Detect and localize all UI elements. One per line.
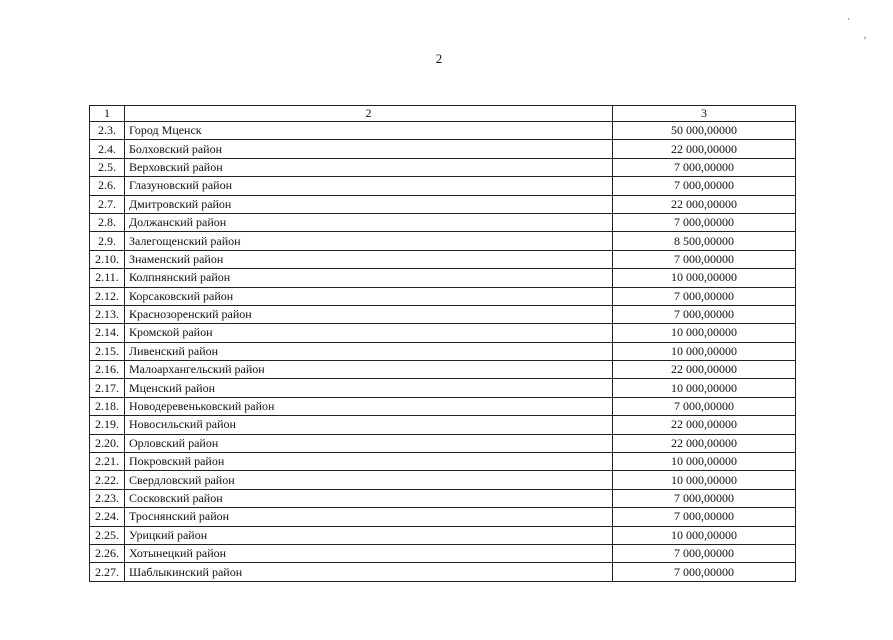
district-name-cell: Город Мценск	[125, 122, 613, 140]
table-row	[90, 508, 796, 526]
district-name-cell: Болховский район	[125, 140, 613, 158]
row-number-cell: 2.15.	[90, 342, 125, 360]
table-row	[90, 269, 796, 287]
row-number-cell: 2.14.	[90, 324, 125, 342]
table-row	[90, 434, 796, 452]
row-number-cell: 2.6.	[90, 177, 125, 195]
table-row	[90, 287, 796, 305]
row-number-cell: 2.27.	[90, 563, 125, 581]
district-name-cell: Корсаковский район	[125, 287, 613, 305]
row-number-cell: 2.3.	[90, 122, 125, 140]
table-row	[90, 122, 796, 140]
row-number-cell: 2.23.	[90, 489, 125, 507]
amount-cell: 22 000,00000	[613, 434, 796, 452]
district-name-cell: Урицкий район	[125, 526, 613, 544]
header-cell-3: 3	[613, 106, 796, 122]
row-number-cell: 2.19.	[90, 416, 125, 434]
amount-cell: 7 000,00000	[613, 489, 796, 507]
district-name-cell: Верховский район	[125, 158, 613, 176]
district-name-cell: Сосковский район	[125, 489, 613, 507]
table-row	[90, 195, 796, 213]
amount-cell: 7 000,00000	[613, 305, 796, 323]
table-row	[90, 471, 796, 489]
amount-cell: 7 000,00000	[613, 213, 796, 231]
amount-cell: 22 000,00000	[613, 416, 796, 434]
table-row	[90, 361, 796, 379]
page-number: 2	[435, 51, 443, 66]
row-number-cell: 2.7.	[90, 195, 125, 213]
row-number-cell: 2.17.	[90, 379, 125, 397]
district-name-cell: Мценский район	[125, 379, 613, 397]
row-number-cell: 2.13.	[90, 305, 125, 323]
table-row	[90, 544, 796, 562]
district-name-cell: Хотынецкий район	[125, 544, 613, 562]
district-name-cell: Покровский район	[125, 453, 613, 471]
district-name-cell: Свердловский район	[125, 471, 613, 489]
district-name-cell: Малоархангельский район	[125, 361, 613, 379]
row-number-cell: 2.21.	[90, 453, 125, 471]
district-name-cell: Залегощенский район	[125, 232, 613, 250]
row-number-cell: 2.24.	[90, 508, 125, 526]
amount-cell: 7 000,00000	[613, 563, 796, 581]
district-name-cell: Дмитровский район	[125, 195, 613, 213]
row-number-cell: 2.9.	[90, 232, 125, 250]
amount-cell: 7 000,00000	[613, 177, 796, 195]
district-name-cell: Краснозоренский район	[125, 305, 613, 323]
amount-cell: 10 000,00000	[613, 526, 796, 544]
row-number-cell: 2.18.	[90, 397, 125, 415]
amount-cell: 7 000,00000	[613, 158, 796, 176]
district-name-cell: Новосильский район	[125, 416, 613, 434]
table-row	[90, 140, 796, 158]
row-number-cell: 2.16.	[90, 361, 125, 379]
row-number-cell: 2.26.	[90, 544, 125, 562]
district-name-cell: Кромской район	[125, 324, 613, 342]
amount-cell: 7 000,00000	[613, 250, 796, 268]
amount-cell: 10 000,00000	[613, 324, 796, 342]
district-name-cell: Орловский район	[125, 434, 613, 452]
district-name-cell: Глазуновский район	[125, 177, 613, 195]
district-name-cell: Троснянский район	[125, 508, 613, 526]
amount-cell: 8 500,00000	[613, 232, 796, 250]
amount-cell: 22 000,00000	[613, 361, 796, 379]
table-row	[90, 177, 796, 195]
scan-mark: ,	[864, 30, 867, 40]
district-name-cell: Ливенский район	[125, 342, 613, 360]
district-name-cell: Новодеревеньковский район	[125, 397, 613, 415]
row-number-cell: 2.12.	[90, 287, 125, 305]
row-number-cell: 2.11.	[90, 269, 125, 287]
row-number-cell: 2.22.	[90, 471, 125, 489]
district-name-cell: Шаблыкинский район	[125, 563, 613, 581]
table-row	[90, 158, 796, 176]
amount-cell: 7 000,00000	[613, 508, 796, 526]
table-row	[90, 489, 796, 507]
row-number-cell: 2.10.	[90, 250, 125, 268]
table-row	[90, 305, 796, 323]
row-number-cell: 2.5.	[90, 158, 125, 176]
row-number-cell: 2.4.	[90, 140, 125, 158]
district-name-cell: Знаменский район	[125, 250, 613, 268]
table-row	[90, 453, 796, 471]
amount-cell: 22 000,00000	[613, 140, 796, 158]
table-row	[90, 379, 796, 397]
table-header-row	[90, 106, 796, 122]
amount-cell: 7 000,00000	[613, 287, 796, 305]
amount-cell: 10 000,00000	[613, 269, 796, 287]
amount-cell: 10 000,00000	[613, 453, 796, 471]
allocation-table	[89, 105, 796, 582]
amount-cell: 10 000,00000	[613, 342, 796, 360]
amount-cell: 7 000,00000	[613, 544, 796, 562]
table-row	[90, 526, 796, 544]
amount-cell: 22 000,00000	[613, 195, 796, 213]
table-row	[90, 397, 796, 415]
table-row	[90, 324, 796, 342]
amount-cell: 10 000,00000	[613, 471, 796, 489]
table-row	[90, 250, 796, 268]
row-number-cell: 2.8.	[90, 213, 125, 231]
row-number-cell: 2.25.	[90, 526, 125, 544]
district-name-cell: Должанский район	[125, 213, 613, 231]
table-row	[90, 342, 796, 360]
amount-cell: 7 000,00000	[613, 397, 796, 415]
scan-mark: ·	[847, 14, 850, 24]
amount-cell: 10 000,00000	[613, 379, 796, 397]
table-row	[90, 232, 796, 250]
table-row	[90, 213, 796, 231]
table-row	[90, 563, 796, 581]
amount-cell: 50 000,00000	[613, 122, 796, 140]
row-number-cell: 2.20.	[90, 434, 125, 452]
table-row	[90, 416, 796, 434]
header-cell-2: 2	[125, 106, 613, 122]
district-name-cell: Колпнянский район	[125, 269, 613, 287]
header-cell-1: 1	[90, 106, 125, 122]
